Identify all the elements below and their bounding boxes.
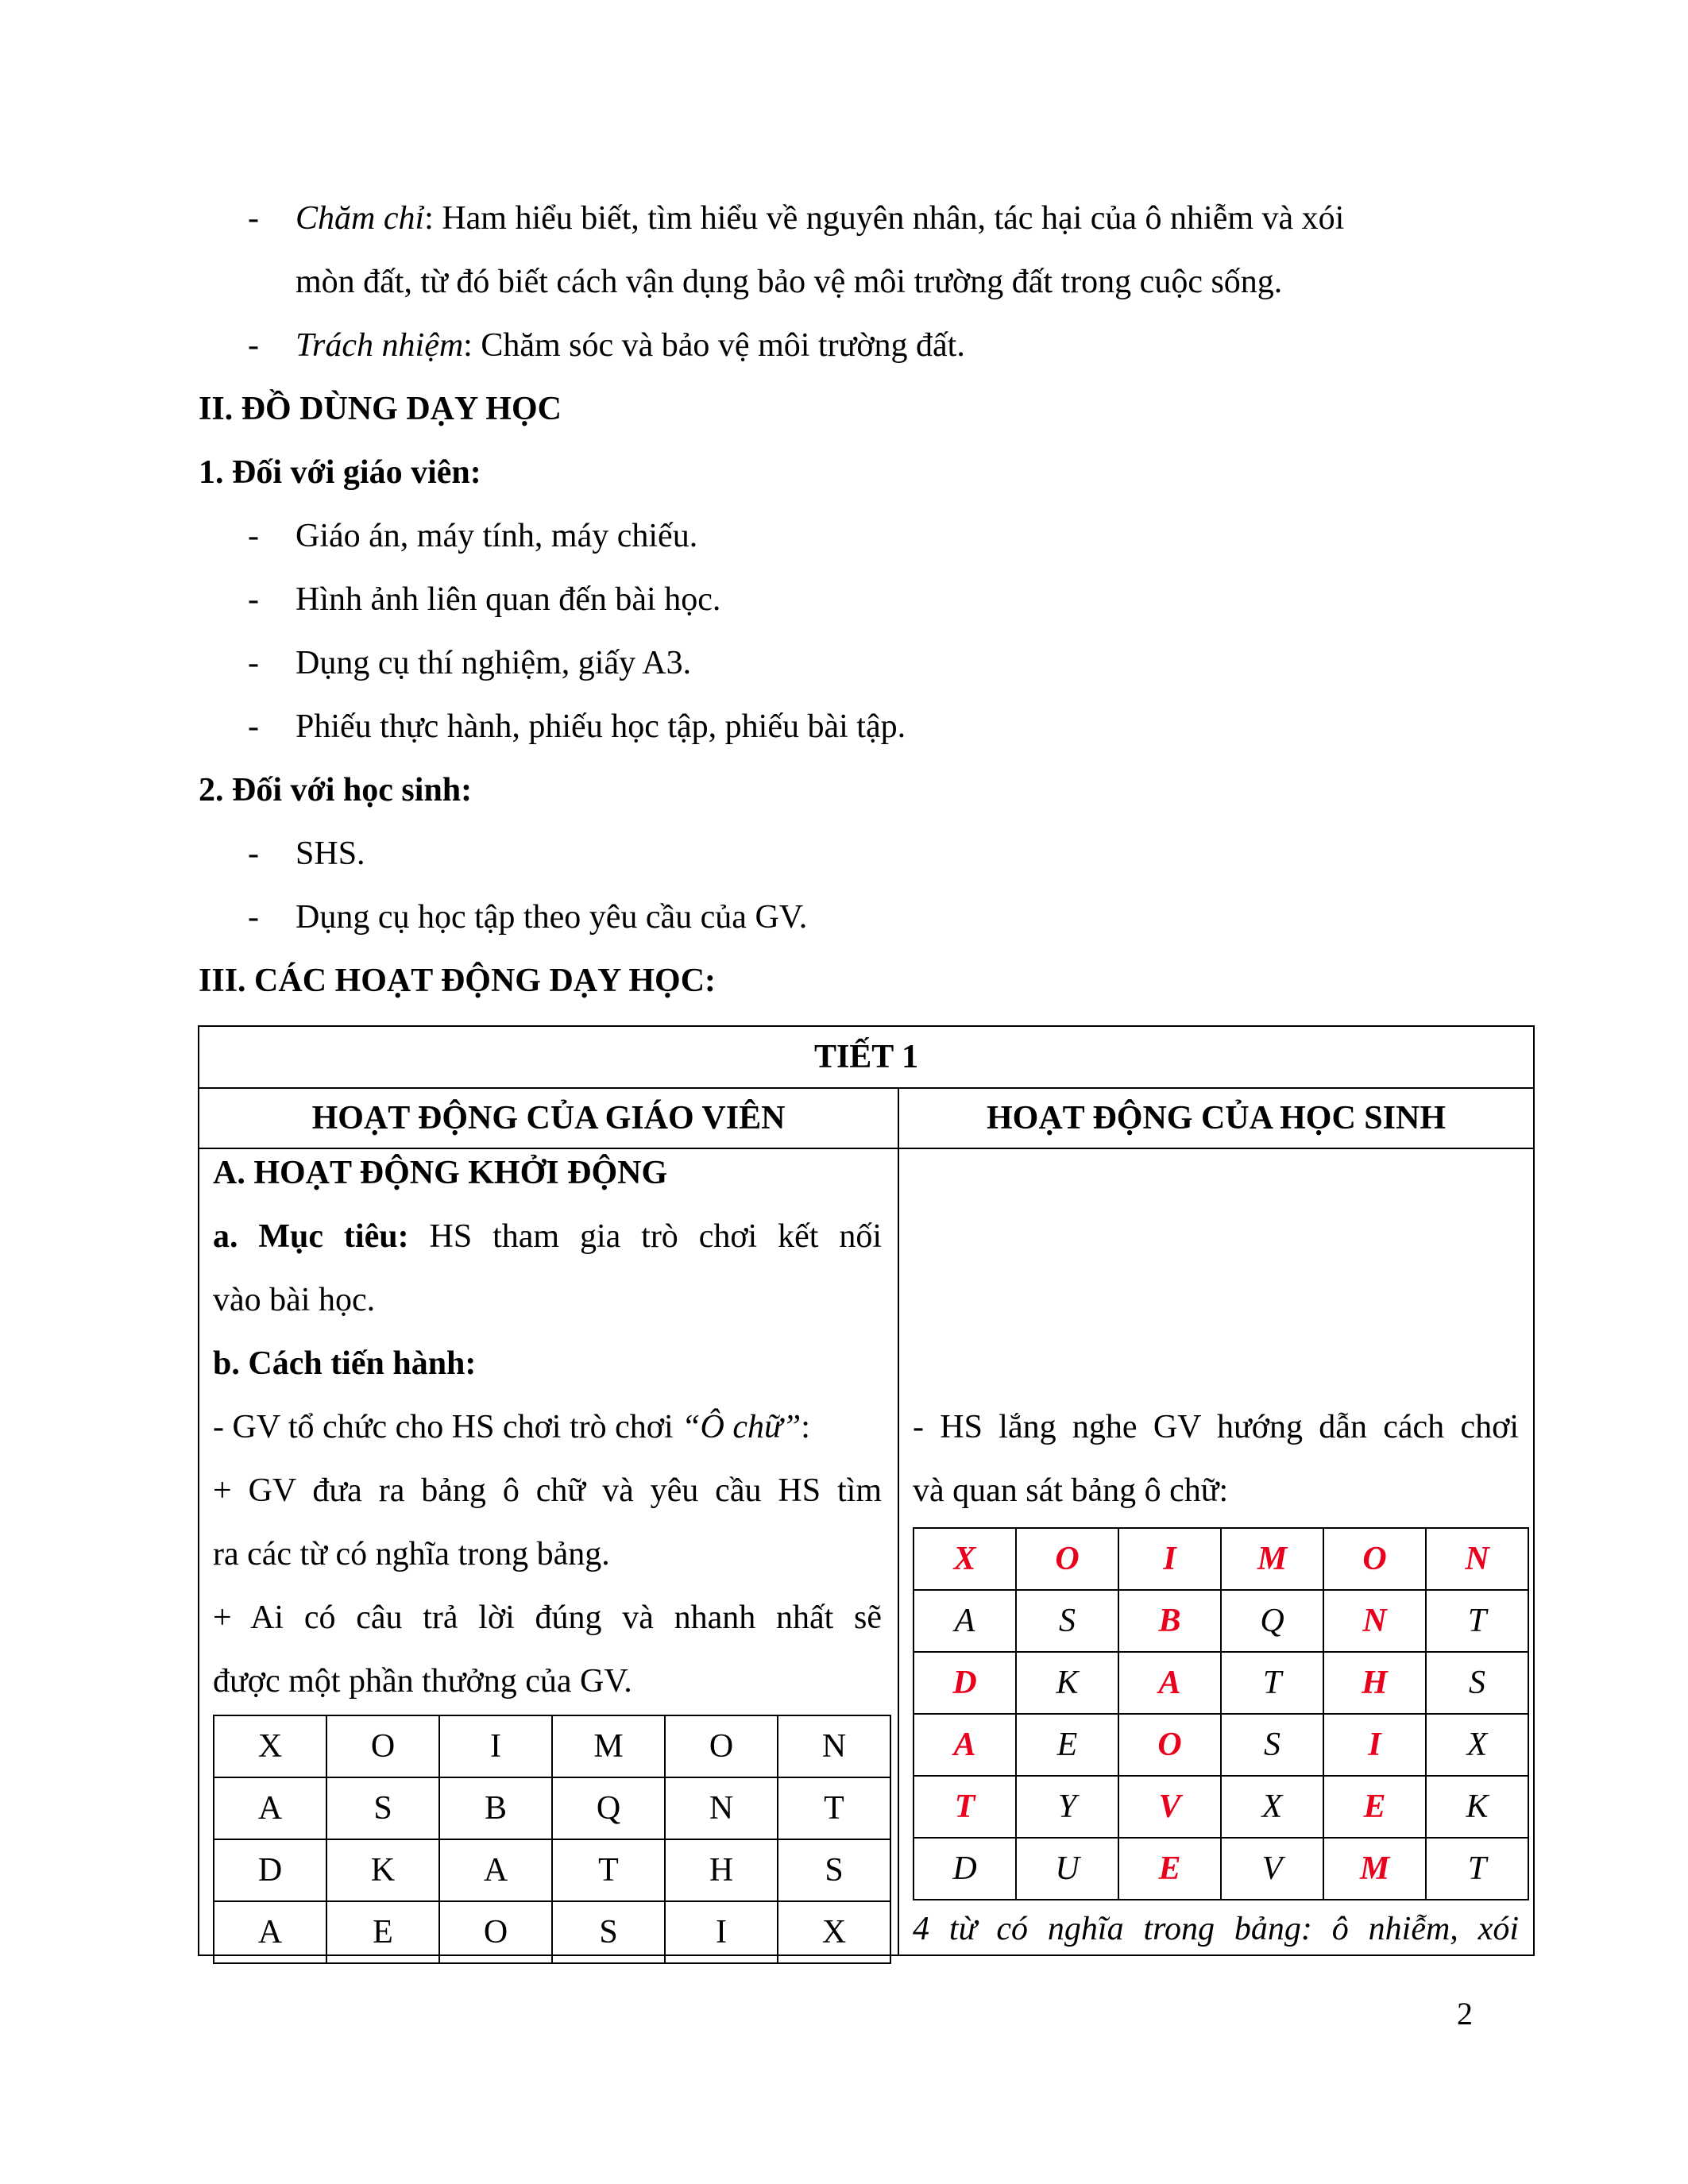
grid-cell: N <box>665 1777 778 1839</box>
grid-row <box>914 1714 1528 1776</box>
gv-instruction-3: ra các từ có nghĩa trong bảng. <box>213 1536 610 1572</box>
grid-cell: I <box>665 1901 778 1963</box>
grid-cell: I <box>1118 1528 1221 1590</box>
grid-cell: D <box>914 1838 1016 1900</box>
grid-cell: B <box>439 1777 552 1839</box>
grid-cell: S <box>778 1839 890 1901</box>
grid-row <box>914 1838 1528 1900</box>
grid-cell: T <box>1426 1590 1528 1652</box>
teacher-heading: 1. Đối với giáo viên: <box>199 454 481 491</box>
word-puzzle-grid <box>213 1715 891 1964</box>
gv-instruction-5: được một phần thưởng của GV. <box>213 1663 632 1700</box>
grid-row <box>914 1652 1528 1714</box>
gv-instruction-4: + Ai có câu trả lời đúng và nhanh nhất sẽ <box>213 1599 882 1636</box>
grid-cell: N <box>778 1715 890 1777</box>
grid-cell: Q <box>552 1777 665 1839</box>
grid-cell: A <box>1118 1652 1221 1714</box>
grid-cell: D <box>214 1839 326 1901</box>
grid-cell: T <box>914 1776 1016 1838</box>
grid-cell: S <box>1221 1714 1323 1776</box>
bullet-dash: - <box>248 327 259 364</box>
grid-cell: I <box>1323 1714 1426 1776</box>
bullet-text: : Chăm sóc và bảo vệ môi trường đất. <box>463 327 965 364</box>
grid-cell: V <box>1118 1776 1221 1838</box>
grid-cell: H <box>1323 1652 1426 1714</box>
student-heading: 2. Đối với học sinh: <box>199 772 473 808</box>
grid-cell: O <box>1118 1714 1221 1776</box>
grid-row <box>914 1528 1528 1590</box>
goal-line-2: vào bài học. <box>213 1282 376 1318</box>
grid-cell: N <box>1323 1590 1426 1652</box>
grid-cell: M <box>552 1715 665 1777</box>
grid-cell: S <box>552 1901 665 1963</box>
grid-cell: I <box>439 1715 552 1777</box>
period-header: TIẾT 1 <box>199 1026 1534 1088</box>
grid-cell: X <box>214 1715 326 1777</box>
gv-instruction-2: + GV đưa ra bảng ô chữ và yêu cầu HS tìm <box>213 1472 882 1509</box>
grid-cell: O <box>1323 1528 1426 1590</box>
grid-cell: M <box>1323 1838 1426 1900</box>
game-name: “Ô chữ” <box>682 1409 802 1445</box>
grid-row <box>914 1776 1528 1838</box>
grid-cell: O <box>439 1901 552 1963</box>
term-cham-chi: Chăm chỉ <box>295 200 425 237</box>
grid-cell: E <box>1118 1838 1221 1900</box>
grid-cell: T <box>1426 1838 1528 1900</box>
student-column-header: HOẠT ĐỘNG CỦA HỌC SINH <box>898 1088 1534 1148</box>
grid-cell: A <box>214 1901 326 1963</box>
section-3-title: III. CÁC HOẠT ĐỘNG DẠY HỌC: <box>199 963 717 999</box>
grid-cell: O <box>326 1715 439 1777</box>
hs-instruction-2: và quan sát bảng ô chữ: <box>913 1472 1229 1509</box>
grid-cell: E <box>326 1901 439 1963</box>
grid-cell: A <box>439 1839 552 1901</box>
grid-cell: T <box>778 1777 890 1839</box>
grid-cell: N <box>1426 1528 1528 1590</box>
grid-cell: S <box>326 1777 439 1839</box>
page-number: 2 <box>1457 1996 1473 2032</box>
activity-title: A. HOẠT ĐỘNG KHỞI ĐỘNG <box>213 1155 668 1191</box>
teacher-activity-cell <box>199 1148 898 1955</box>
grid-row <box>214 1839 890 1901</box>
solved-puzzle-grid <box>913 1527 1529 1900</box>
grid-cell: O <box>665 1715 778 1777</box>
activity-table <box>198 1025 1535 1956</box>
grid-cell: X <box>914 1528 1016 1590</box>
grid-cell: Q <box>1221 1590 1323 1652</box>
grid-cell: T <box>552 1839 665 1901</box>
grid-cell: Y <box>1016 1776 1118 1838</box>
hs-answer: 4 từ có nghĩa trong bảng: ô nhiễm, xói <box>913 1911 1519 1947</box>
goal-line: a. Mục tiêu: HS tham gia trò chơi kết nối <box>213 1218 882 1255</box>
grid-cell: M <box>1221 1528 1323 1590</box>
grid-cell: D <box>914 1652 1016 1714</box>
grid-cell: S <box>1426 1652 1528 1714</box>
grid-cell: O <box>1016 1528 1118 1590</box>
grid-row <box>214 1777 890 1839</box>
grid-cell: K <box>1426 1776 1528 1838</box>
grid-cell: X <box>1221 1776 1323 1838</box>
teacher-column-header: HOẠT ĐỘNG CỦA GIÁO VIÊN <box>199 1088 898 1148</box>
gv-instruction-1: - GV tổ chức cho HS chơi trò chơi “Ô chữ”: <box>213 1409 810 1445</box>
grid-row <box>914 1590 1528 1652</box>
grid-cell: X <box>778 1901 890 1963</box>
bullet-text: : Ham hiểu biết, tìm hiểu về nguyên nhân, tác hại của ô nhiễm và xói <box>424 200 1345 237</box>
goal-label: a. Mục tiêu: <box>213 1218 409 1255</box>
grid-cell: X <box>1426 1714 1528 1776</box>
grid-cell: B <box>1118 1590 1221 1652</box>
grid-cell: A <box>914 1590 1016 1652</box>
document-page: - Chăm chỉ: Ham hiểu biết, tìm hiểu về nguyên nhân, tác hại của ô nhiễm và xói mòn đất, từ đó biết cách vận dụng bảo vệ môi trường đất trong cuộc sống. - Trách nhiệm: Chăm sóc và bảo vệ môi trường đất. II. ĐỒ DÙNG DẠY HỌC 1. Đối với giáo viên: - Giáo án, máy tính, máy chiếu. - Hình ảnh liên quan đến bài học. - Dụng cụ thí nghiệm, giấy A3. - Phiếu thực hành, phiếu học tập, phiếu bài tập. 2. Đối với học sinh: - SHS. - Dụng cụ học tập theo yêu cầu của GV. III. CÁC HOẠT ĐỘNG DẠY HỌC: TIẾT 1 HOẠT ĐỘNG CỦA GIÁO VIÊN HOẠT ĐỘNG CỦA HỌC SINH A. HOẠT ĐỘNG KHỞI ĐỘNG a. Mục tiêu: HS tham gia trò chơi kết nối vào bài học. b. Cách tiến hành: - GV tổ chức cho HS chơi trò chơi “Ô chữ”: + GV đưa ra bảng ô chữ và yêu cầu HS tìm ra các từ có nghĩa trong bảng. + Ai có câu trả lời đúng và nhanh nhất sẽ được một phần thưởng của GV. X O I M O N A S B Q N T D K A T H S A E O S I X - HS lắng nghe GV hướng dẫn cách chơi và quan sát bảng ô chữ: X O I M O N A S B Q N T D K A T H S A E O S I X T Y V X E K D U E V M T 4 từ có nghĩa trong bảng: ô nhiễm, xói 2 <box>0 0 1688 2184</box>
method-label: b. Cách tiến hành: <box>213 1345 477 1382</box>
grid-cell: K <box>326 1839 439 1901</box>
student-activity-cell <box>898 1148 1534 1955</box>
grid-cell: H <box>665 1839 778 1901</box>
grid-cell: E <box>1323 1776 1426 1838</box>
grid-cell: A <box>214 1777 326 1839</box>
grid-cell: S <box>1016 1590 1118 1652</box>
grid-cell: A <box>914 1714 1016 1776</box>
grid-cell: E <box>1016 1714 1118 1776</box>
section-2-title: II. ĐỒ DÙNG DẠY HỌC <box>199 391 562 427</box>
grid-cell: K <box>1016 1652 1118 1714</box>
grid-row <box>214 1901 890 1963</box>
grid-row <box>214 1715 890 1777</box>
hs-instruction-1: - HS lắng nghe GV hướng dẫn cách chơi <box>913 1409 1519 1445</box>
grid-cell: T <box>1221 1652 1323 1714</box>
bullet-dash: - <box>248 200 259 237</box>
grid-cell: V <box>1221 1838 1323 1900</box>
term-trach-nhiem: Trách nhiệm <box>295 327 464 364</box>
grid-cell: U <box>1016 1838 1118 1900</box>
